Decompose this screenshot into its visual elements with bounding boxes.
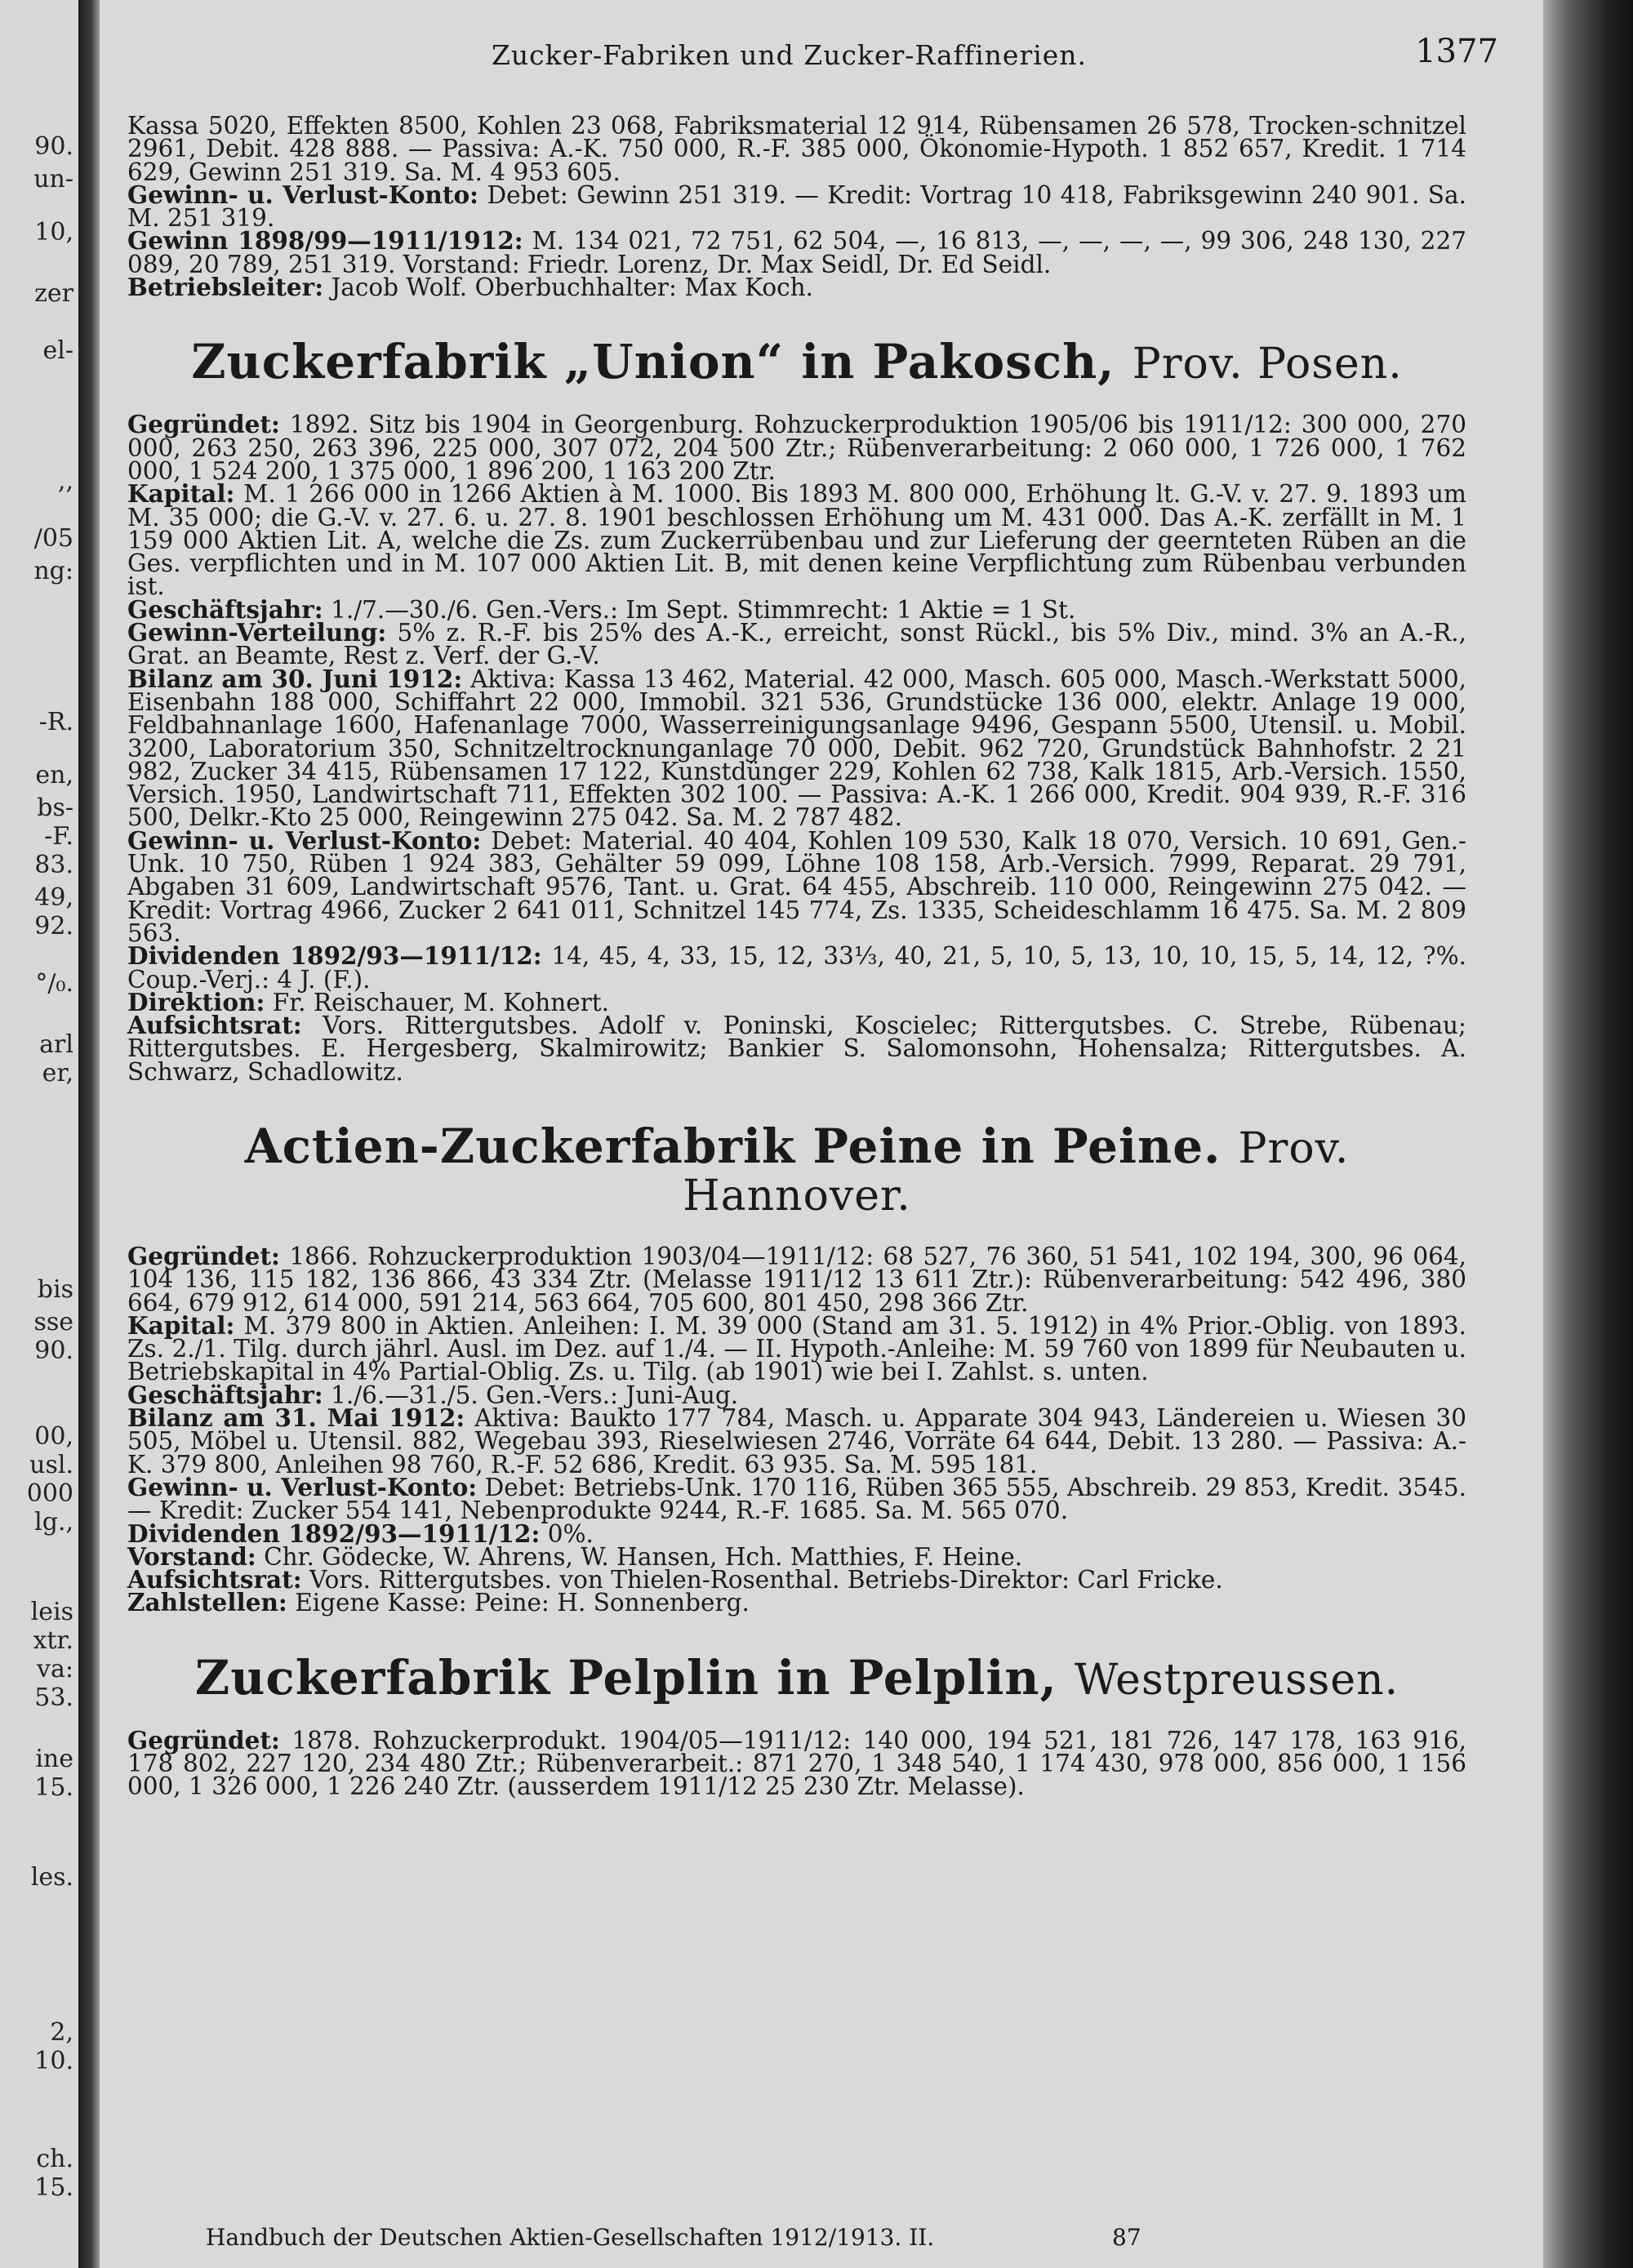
margin-fragment: un- bbox=[33, 165, 73, 193]
margin-fragment: 15. bbox=[34, 2173, 73, 2202]
margin-fragment: lg., bbox=[34, 1508, 73, 1536]
rubric-label: Zahlstellen: bbox=[127, 1588, 287, 1617]
paragraph: Betriebsleiter: Jacob Wolf. Oberbuchhalter: Max Koch. bbox=[127, 273, 814, 302]
paragraph: Gewinn- u. Verlust-Konto: Debet: Gewinn 251 319. — Kredit: Vortrag 10 418, Fabriksgewinn 240 901. Sa. M. 251 319. bbox=[127, 180, 1466, 233]
margin-fragment: arl bbox=[39, 1030, 73, 1059]
rubric-label: Aufsichtsrat: bbox=[127, 1565, 302, 1594]
page-edge-shadow bbox=[1543, 0, 1633, 2268]
margin-fragment: 2, bbox=[50, 2018, 73, 2047]
margin-fragment: bis bbox=[37, 1275, 73, 1304]
margin-fragment: usl. bbox=[29, 1451, 73, 1479]
margin-fragment: 15. bbox=[34, 1773, 73, 1802]
company-name: Actien-Zuckerfabrik Peine in Peine. bbox=[244, 1118, 1221, 1174]
paragraph: Kapital: M. 1 266 000 in 1266 Aktien à M. 1000. Bis 1893 M. 800 000, Erhöhung lt. G.-V. v. 27. 9. 1893 um M. 35 000; die G.-V. v. 27. 6. u. 27. 8. 1901 beschlossen Erhöhung um M. 431 000. Das A.-K. zerfällt in M. 1 159 000 Aktien Lit. A, welche die Zs. zum Zuckerrübenbau und zur Lieferung der geernteten Rüben an die Ges. verpflichten und in M. 107 000 Aktien Lit. B, mit denen keine Verpflichtung zum Rübenbau verbunden ist. bbox=[127, 479, 1466, 601]
page-number: 1377 bbox=[1415, 33, 1498, 70]
running-title: Zucker-Fabriken und Zucker-Raffinerien. bbox=[492, 39, 1088, 71]
company-name: Zuckerfabrik Pelplin in Pelplin, bbox=[194, 1649, 1057, 1705]
paragraph: Kassa 5020, Effekten 8500, Kohlen 23 068, Fabriksmaterial 12 914, Rübensamen 26 578, Trocken-schnitzel 2961, Debit. 428 888. — Passiva: A.-K. 750 000, R.-F. 385 000, Ökonomie-Hypoth. 1 852 657, Kredit. 1 714 629, Gewinn 251 319. Sa. M. 4 953 605. bbox=[127, 112, 1466, 186]
company-heading bbox=[127, 1118, 1466, 1221]
company-heading bbox=[127, 334, 1466, 390]
rubric-label: Gewinn- u. Verlust-Konto: bbox=[127, 180, 479, 209]
margin-fragment: 49, bbox=[34, 883, 73, 912]
margin-fragment: 000 bbox=[26, 1479, 73, 1508]
rubric-label: Kapital: bbox=[127, 479, 235, 509]
company-entry-pelplin bbox=[127, 1649, 1466, 1801]
paragraph: Gegründet: 1866. Rohzuckerproduktion 1903/04—1911/12: 68 527, 76 360, 51 541, 102 194, 300, 96 064, 104 136, 115 182, 136 866, 43 334 Ztr. (Melasse 1911/12 13 611 Ztr.): Rübenverarbeitung: 542 496, 380 664, 679 912, 614 000, 591 214, 563 664, 705 600, 801 450, 298 366 Ztr. bbox=[127, 1241, 1466, 1317]
margin-fragment: ng: bbox=[33, 557, 73, 585]
margin-fragment: leis bbox=[30, 1598, 73, 1626]
rubric-label: Dividenden 1892/93—1911/12: bbox=[127, 1519, 541, 1548]
margin-fragment: 10, bbox=[34, 218, 73, 247]
paragraph: Gewinn- u. Verlust-Konto: Debet: Material. 40 404, Kohlen 109 530, Kalk 18 070, Versich. 10 691, Gen.-Unk. 10 750, Rüben 1 924 383, Gehälter 59 099, Löhne 108 158, Arb.-Versich. 7999, Reparat. 29 791, Abgaben 31 609, Landwirtschaft 9576, Tant. u. Grat. 64 455, Abschreib. 110 000, Reingewinn 275 042. — Kredit: Vortrag 4966, Zucker 2 641 011, Schnitzel 145 774, Zs. 1335, Scheideschlamm 16 475. Sa. M. 2 809 563. bbox=[127, 825, 1466, 947]
margin-fragment: 53. bbox=[34, 1683, 73, 1712]
book-gutter bbox=[78, 0, 100, 2268]
margin-fragment: -R. bbox=[38, 708, 73, 736]
paragraph: Geschäftsjahr: 1./7.—30./6. Gen.-Vers.: Im Sept. Stimmrecht: 1 Aktie = 1 St. bbox=[127, 594, 1076, 624]
paragraph: Gewinn 1898/99—1911/1912: M. 134 021, 72 751, 62 504, —, 16 813, —, —, —, —, 99 306, 248 130, 227 089, 20 789, 251 319. Vorstand: Friedr. Lorenz, Dr. Max Seidl, Dr. Ed Seidl. bbox=[127, 226, 1466, 278]
paragraph: Geschäftsjahr: 1./6.—31./5. Gen.-Vers.: Juni-Aug. bbox=[127, 1380, 739, 1409]
margin-fragment: el- bbox=[42, 336, 73, 365]
paragraph: Gegründet: 1892. Sitz bis 1904 in Georgenburg. Rohzuckerproduktion 1905/06 bis 1911/12: 300 000, 270 000, 263 250, 263 396, 225 000, 307 072, 204 500 Ztr.; Rübenverarbeitung: 2 060 000, 1 726 000, 1 762 000, 1 524 200, 1 375 000, 1 896 200, 1 163 200 Ztr. bbox=[127, 410, 1466, 485]
paragraph: Dividenden 1892/93—1911/12: 14, 45, 4, 33, 15, 12, 33⅓, 40, 21, 5, 10, 5, 13, 10, 10, 15, 5, 14, 12, ?%. Coup.-Verj.: 4 J. (F.). bbox=[127, 941, 1466, 994]
margin-fragment: zer bbox=[34, 279, 73, 308]
rubric-label: Direktion: bbox=[127, 987, 265, 1016]
margin-fragment: 83. bbox=[34, 851, 73, 879]
rubric-label: Gegründet: bbox=[127, 410, 280, 439]
document-page bbox=[100, 0, 1543, 2268]
paragraph: Gewinn- u. Verlust-Konto: Debet: Betriebs-Unk. 170 116, Rüben 365 555, Abschreib. 29 853, Kredit. 3545. — Kredit: Zucker 554 141, Nebenprodukte 9244, R.-F. 1685. Sa. M. 565 070. bbox=[127, 1472, 1466, 1525]
rubric-label: Gegründet: bbox=[127, 1725, 280, 1754]
paragraph: Bilanz am 31. Mai 1912: Aktiva: Baukto 177 784, Masch. u. Apparate 304 943, Ländereien u. Wiesen 30 505, Möbel u. Utensil. 882, Wegebau 393, Rieselwiesen 2746, Vorräte 64 644, Debit. 13 280. — Passiva: A.-K. 379 800, Anleihen 98 760, R.-F. 52 686, Kredit. 63 935. Sa. M. 595 181. bbox=[127, 1403, 1466, 1479]
page-header bbox=[100, 33, 1543, 73]
paragraph: Kapital: M. 379 800 in Aktien. Anleihen: I. M. 39 000 (Stand am 31. 5. 1912) in 4% Prior.-Oblig. von 1893. Zs. 2./1. Tilg. durch jährl. Ausl. im Dez. auf 1./4. — II. Hypoth.-Anleihe: M. 59 760 von 1899 für Neubauten u. Betriebskapital in 4% Partial-Oblig. Zs. u. Tilg. (ab 1901) wie bei I. Zahlst. s. unten. bbox=[127, 1310, 1466, 1386]
margin-fragment: 90. bbox=[34, 132, 73, 161]
footer-text: Handbuch der Deutschen Aktien-Gesellschaften 1912/1913. II. bbox=[206, 2224, 935, 2251]
paragraph: Dividenden 1892/93—1911/12: 0%. bbox=[127, 1519, 594, 1548]
margin-fragment: ine bbox=[35, 1745, 73, 1773]
paragraph: Vorstand: Chr. Gödecke, W. Ahrens, W. Hansen, Hch. Matthies, F. Heine. bbox=[127, 1541, 1023, 1571]
rubric-label: Bilanz am 30. Juni 1912: bbox=[127, 664, 463, 693]
rubric-label: Geschäftsjahr: bbox=[127, 1380, 323, 1409]
rubric-label: Aufsichtsrat: bbox=[127, 1011, 302, 1040]
margin-fragment: 90. bbox=[34, 1336, 73, 1365]
margin-fragment: va: bbox=[37, 1655, 73, 1683]
company-region: Prov. Posen. bbox=[1132, 340, 1403, 389]
previous-page-edge bbox=[0, 0, 81, 2268]
rubric-label: Kapital: bbox=[127, 1310, 235, 1340]
margin-fragment: ,, bbox=[57, 467, 73, 496]
margin-fragment: °/₀. bbox=[35, 969, 73, 998]
margin-fragment: bs- bbox=[37, 794, 73, 822]
margin-fragment: /05 bbox=[33, 524, 73, 553]
company-entry-peine bbox=[127, 1118, 1466, 1617]
paragraph: Gewinn-Verteilung: 5% z. R.-F. bis 25% des A.-K., erreicht, sonst Rückl., bis 5% Div., mind. 3% an A.-R., Grat. an Beamte, Rest z. Verf. der G.-V. bbox=[127, 618, 1466, 670]
rubric-label: Gegründet: bbox=[127, 1241, 280, 1270]
page-content bbox=[127, 114, 1466, 1799]
paragraph: Gegründet: 1878. Rohzuckerprodukt. 1904/05—1911/12: 140 000, 194 521, 181 726, 147 178, 163 916, 178 802, 227 120, 234 480 Ztr.; Rübenverarbeit.: 871 270, 1 348 540, 1 174 430, 978 000, 856 000, 1 156 000, 1 326 000, 1 226 240 Ztr. (ausserdem 1911/12 25 230 Ztr. Melasse). bbox=[127, 1725, 1466, 1801]
rubric-label: Vorstand: bbox=[127, 1541, 256, 1571]
rubric-label: Dividenden 1892/93—1911/12: bbox=[127, 941, 542, 971]
paragraph: Aufsichtsrat: Vors. Rittergutsbes. von Thielen-Rosenthal. Betriebs-Direktor: Carl Fricke. bbox=[127, 1565, 1223, 1594]
company-region: Westpreussen. bbox=[1074, 1655, 1399, 1705]
company-name: Zuckerfabrik „Union“ in Pakosch, bbox=[191, 334, 1115, 390]
page-footer bbox=[206, 2224, 1431, 2251]
rubric-label: Betriebsleiter: bbox=[127, 273, 324, 302]
paragraph: Bilanz am 30. Juni 1912: Aktiva: Kassa 13 462, Material. 42 000, Masch. 605 000, Masch.-Werkstatt 5000, Eisenbahn 188 000, Schiffahrt 22 000, Immobil. 321 536, Grundstücke 136 000, elektr. Anlage 19 000, Feldbahnanlage 1600, Hafenanlage 7000, Wasserreinigungsanlage 9496, Gespann 5500, Utensil. u. Mobil. 3200, Laboratorium 350, Schnitzeltrocknunganlage 70 000, Debit. 962 720, Grundstück Bahnhofstr. 2 21 982, Zucker 34 415, Rübensamen 17 122, Kunstdünger 229, Kohlen 62 738, Kalk 1815, Arb.-Versich. 1550, Versich. 1950, Landwirtschaft 711, Effekten 302 100. — Passiva: A.-K. 1 266 000, Kredit. 904 939, R.-F. 316 500, Delkr.-Kto 25 000, Reingewinn 275 042. Sa. M. 2 787 482. bbox=[127, 664, 1467, 832]
margin-fragment: 00, bbox=[34, 1422, 73, 1451]
margin-fragment: 92. bbox=[34, 912, 73, 941]
rubric-label: Bilanz am 31. Mai 1912: bbox=[127, 1403, 465, 1433]
rubric-label: Geschäftsjahr: bbox=[127, 594, 323, 624]
company-heading bbox=[127, 1649, 1466, 1705]
rubric-label: Gewinn- u. Verlust-Konto: bbox=[127, 825, 482, 855]
paragraph: Zahlstellen: Eigene Kasse: Peine: H. Sonnenberg. bbox=[127, 1588, 750, 1617]
signature-mark: 87 bbox=[1112, 2224, 1141, 2251]
paragraph: Aufsichtsrat: Vors. Rittergutsbes. Adolf v. Poninski, Koscielec; Rittergutsbes. C. Strebe, Rübenau; Rittergutsbes. E. Hergesberg, Skalmirowitz; Bankier S. Salomonsohn, Hohensalza; Rittergutsbes. A. Schwarz, Schadlowitz. bbox=[127, 1011, 1466, 1086]
rubric-label: Gewinn-Verteilung: bbox=[127, 618, 387, 647]
margin-fragment: en, bbox=[35, 761, 73, 789]
paragraph: Direktion: Fr. Reischauer, M. Kohnert. bbox=[127, 987, 610, 1016]
company-entry-union-pakosch bbox=[127, 334, 1467, 1086]
rubric-label: Gewinn- u. Verlust-Konto: bbox=[127, 1472, 478, 1501]
margin-fragment: xtr. bbox=[33, 1626, 73, 1655]
margin-fragment: ch. bbox=[36, 2145, 73, 2173]
rubric-label: Gewinn 1898/99—1911/1912: bbox=[127, 226, 523, 256]
intro-entry bbox=[127, 112, 1466, 302]
margin-fragment: 10. bbox=[34, 2047, 73, 2075]
margin-fragment: sse bbox=[33, 1308, 73, 1336]
margin-fragment: -F. bbox=[44, 822, 73, 851]
margin-fragment: er, bbox=[42, 1059, 73, 1087]
company-region: Prov. Hannover. bbox=[683, 1123, 1350, 1221]
margin-fragment: les. bbox=[30, 1863, 73, 1892]
